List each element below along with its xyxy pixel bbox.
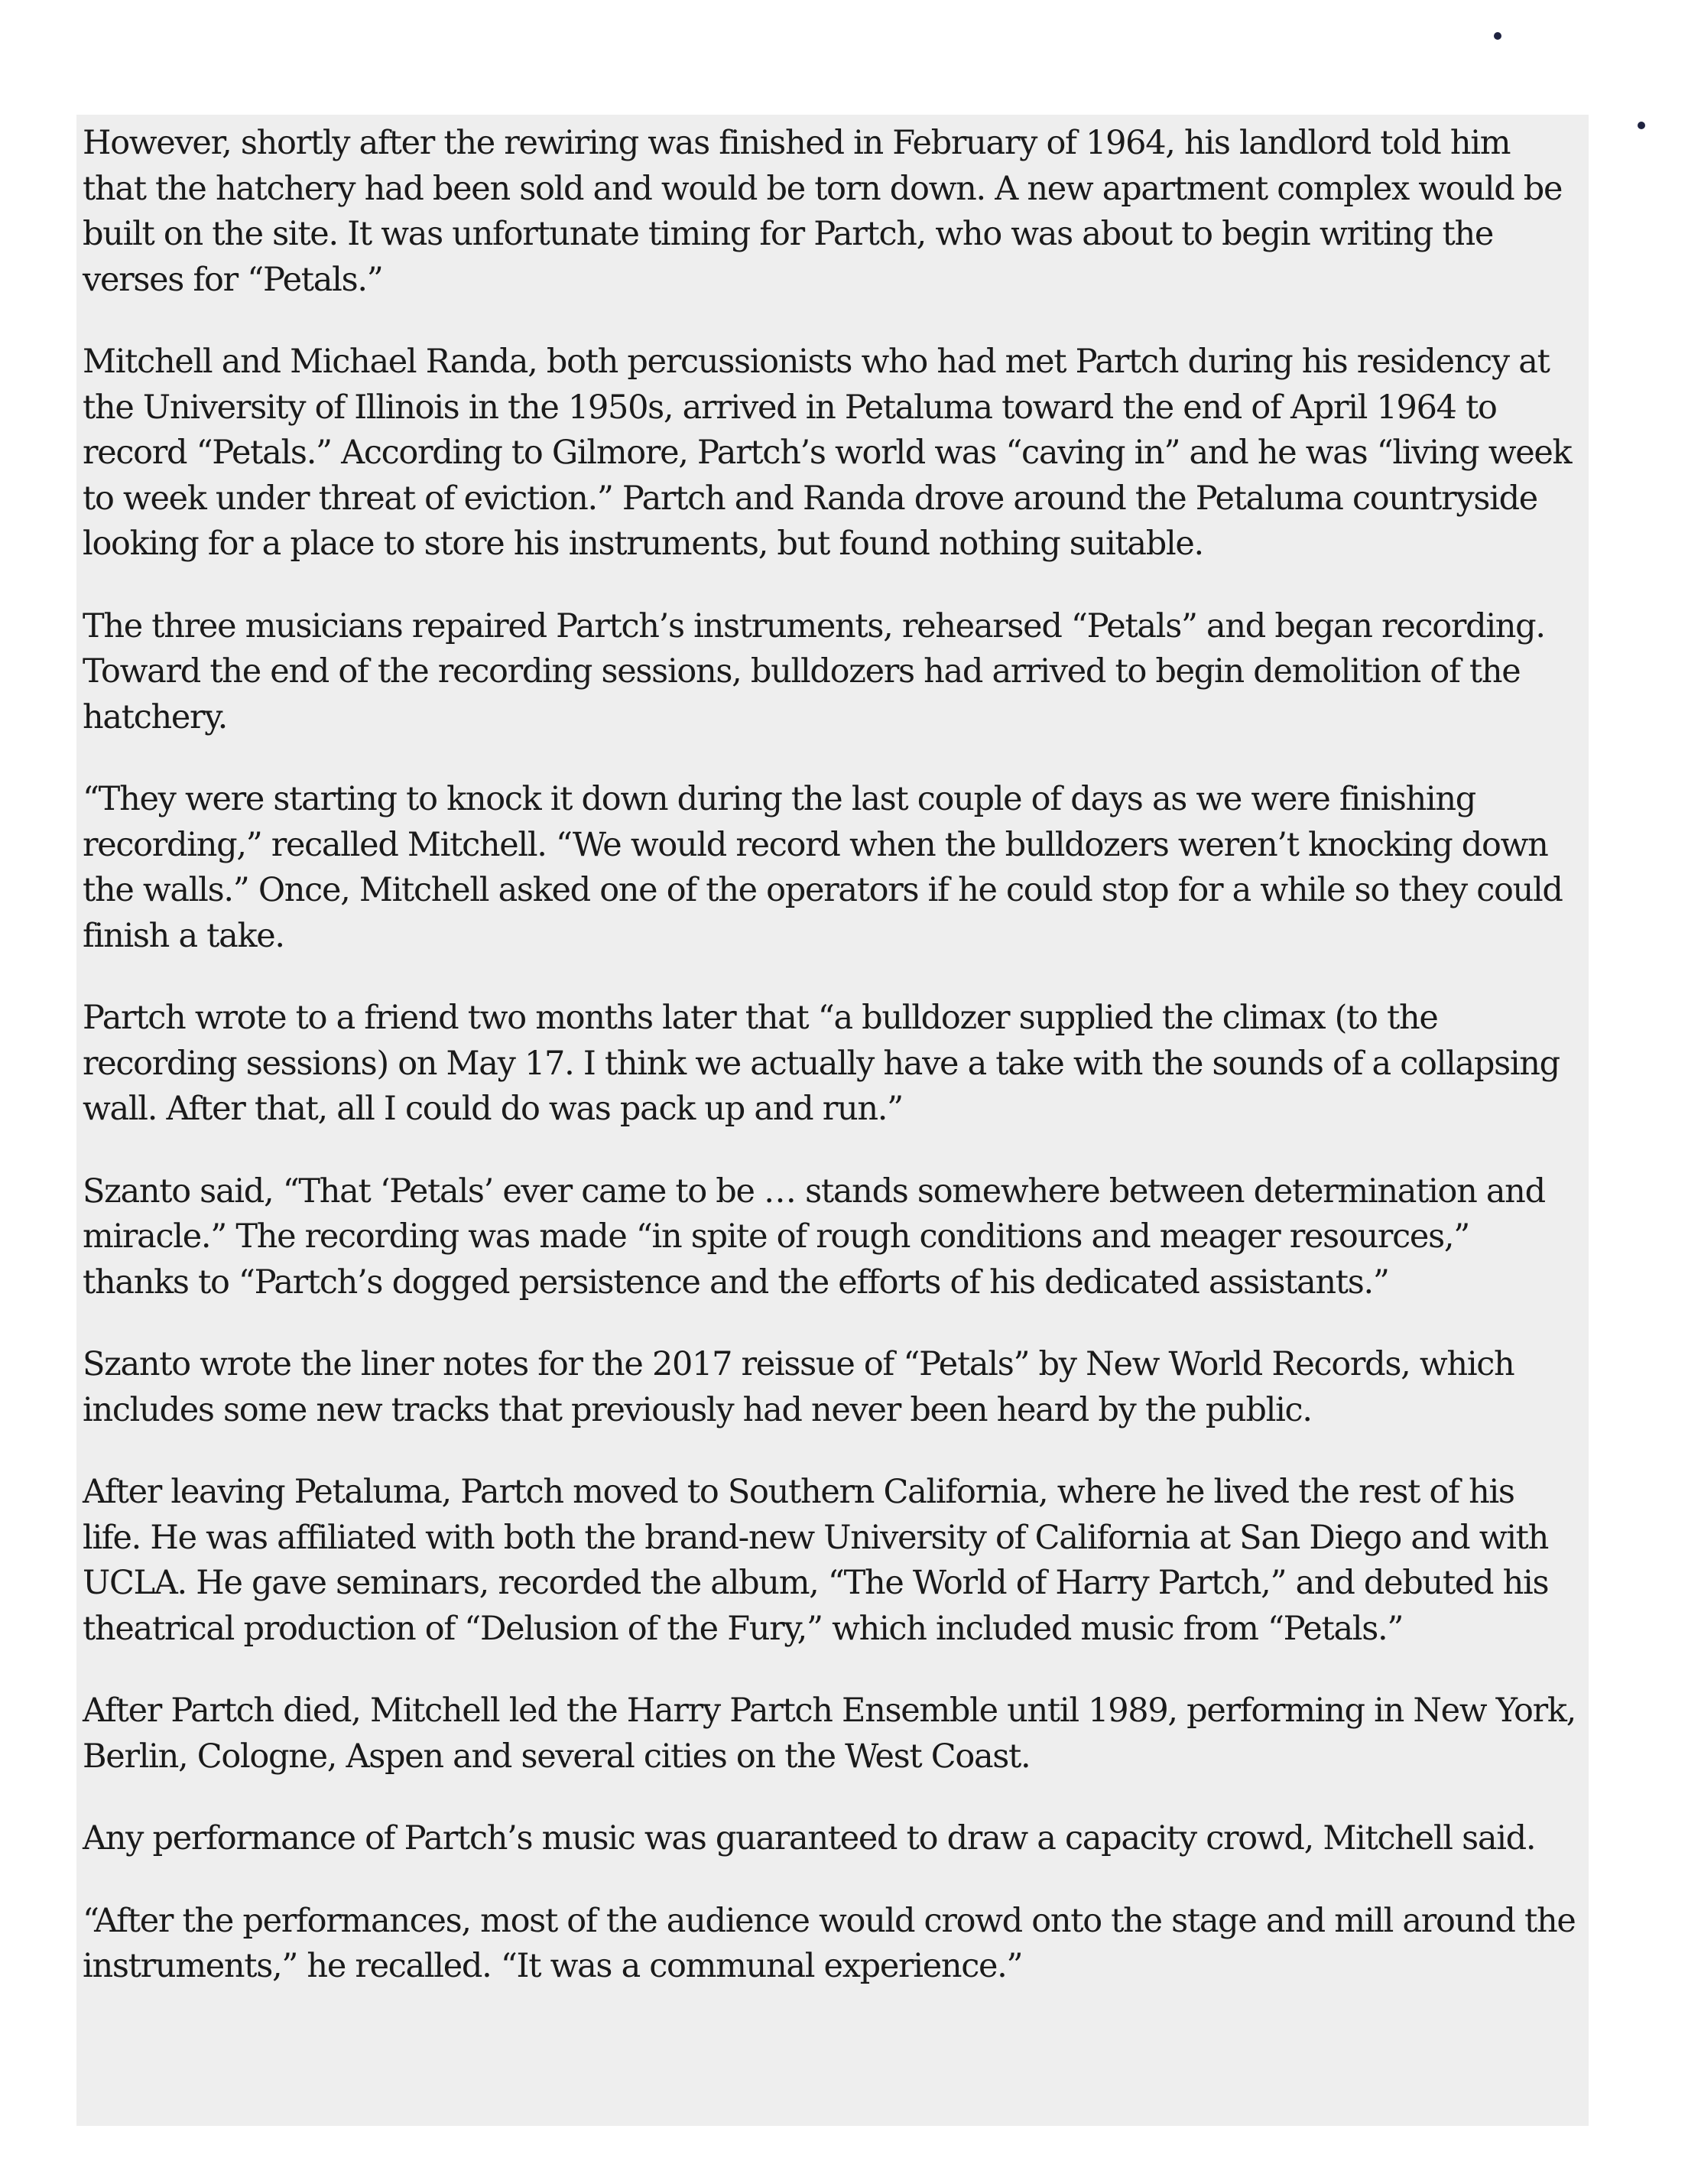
paragraph-bulldozers-quote: “They were starting to knock it down during the last couple of days as we were finishing recording,” recalled Mitchell. “We would record when the bulldozers weren’t knocking down the walls.” Once, Mitchell asked one of the operators if he could stop for a while so they could finish a take. xyxy=(83,780,1563,955)
paragraph-communal-experience: “After the performances, most of the audience would crowd onto the stage and mill around the instruments,” he recalled. “It was a communal experience.” xyxy=(83,1901,1576,1985)
bullet-dot-icon xyxy=(1638,122,1645,129)
paragraph-capacity-crowd: Any performance of Partch’s music was guaranteed to draw a capacity crowd, Mitchell said. xyxy=(83,1819,1536,1857)
paragraph-szanto-quote: Szanto said, “That ‘Petals’ ever came to be … stands somewhere between determination and miracle.” The recording was made “in spite of rough conditions and meager resources,” thanks to “Partch’s dogged persistence and the efforts of his dedicated assistants.” xyxy=(83,1172,1545,1302)
paragraph-liner-notes: Szanto wrote the liner notes for the 2017 reissue of “Petals” by New World Records, which includes some new tracks that previously had never been heard by the public. xyxy=(83,1345,1514,1429)
article-text-block xyxy=(76,115,1589,2126)
paragraph-mitchell-randa: Mitchell and Michael Randa, both percussionists who had met Partch during his residency at the University of Illinois in the 1950s, arrived in Petaluma toward the end of April 1964 to record “Petals.” According to Gilmore, Partch’s world was “caving in” and he was “living week to week under threat of eviction.” Partch and Randa drove around the Petaluma countryside looking for a place to store his instruments, but found nothing suitable. xyxy=(83,343,1572,563)
paragraph-partch-letter: Partch wrote to a friend two months later that “a bulldozer supplied the climax (to the recording sessions) on May 17. I think we actually have a take with the sounds of a collapsing wall. After that, all I could do was pack up and run.” xyxy=(83,999,1560,1128)
paragraph-hatchery-sold: However, shortly after the rewiring was finished in February of 1964, his landlord told him that the hatchery had been sold and would be torn down. A new apartment complex would be built on the site. It was unfortunate timing for Partch, who was about to begin writing the verses for “Petals.” xyxy=(83,124,1563,299)
paragraph-recording: The three musicians repaired Partch’s instruments, rehearsed “Petals” and began recording. Toward the end of the recording sessions, bulldozers had arrived to begin demolition of the hatchery. xyxy=(83,606,1545,736)
bullet-dot-icon xyxy=(1494,32,1501,40)
paragraph-ensemble: After Partch died, Mitchell led the Harry Partch Ensemble until 1989, performing in New York, Berlin, Cologne, Aspen and several cities on the West Coast. xyxy=(83,1692,1576,1776)
paragraph-southern-california: After leaving Petaluma, Partch moved to Southern California, where he lived the rest of his life. He was affiliated with both the brand-new University of California at San Diego and with UCLA. He gave seminars, recorded the album, “The World of Harry Partch,” and debuted his theatrical production of “Delusion of the Fury,” which included music from “Petals.” xyxy=(83,1473,1549,1648)
